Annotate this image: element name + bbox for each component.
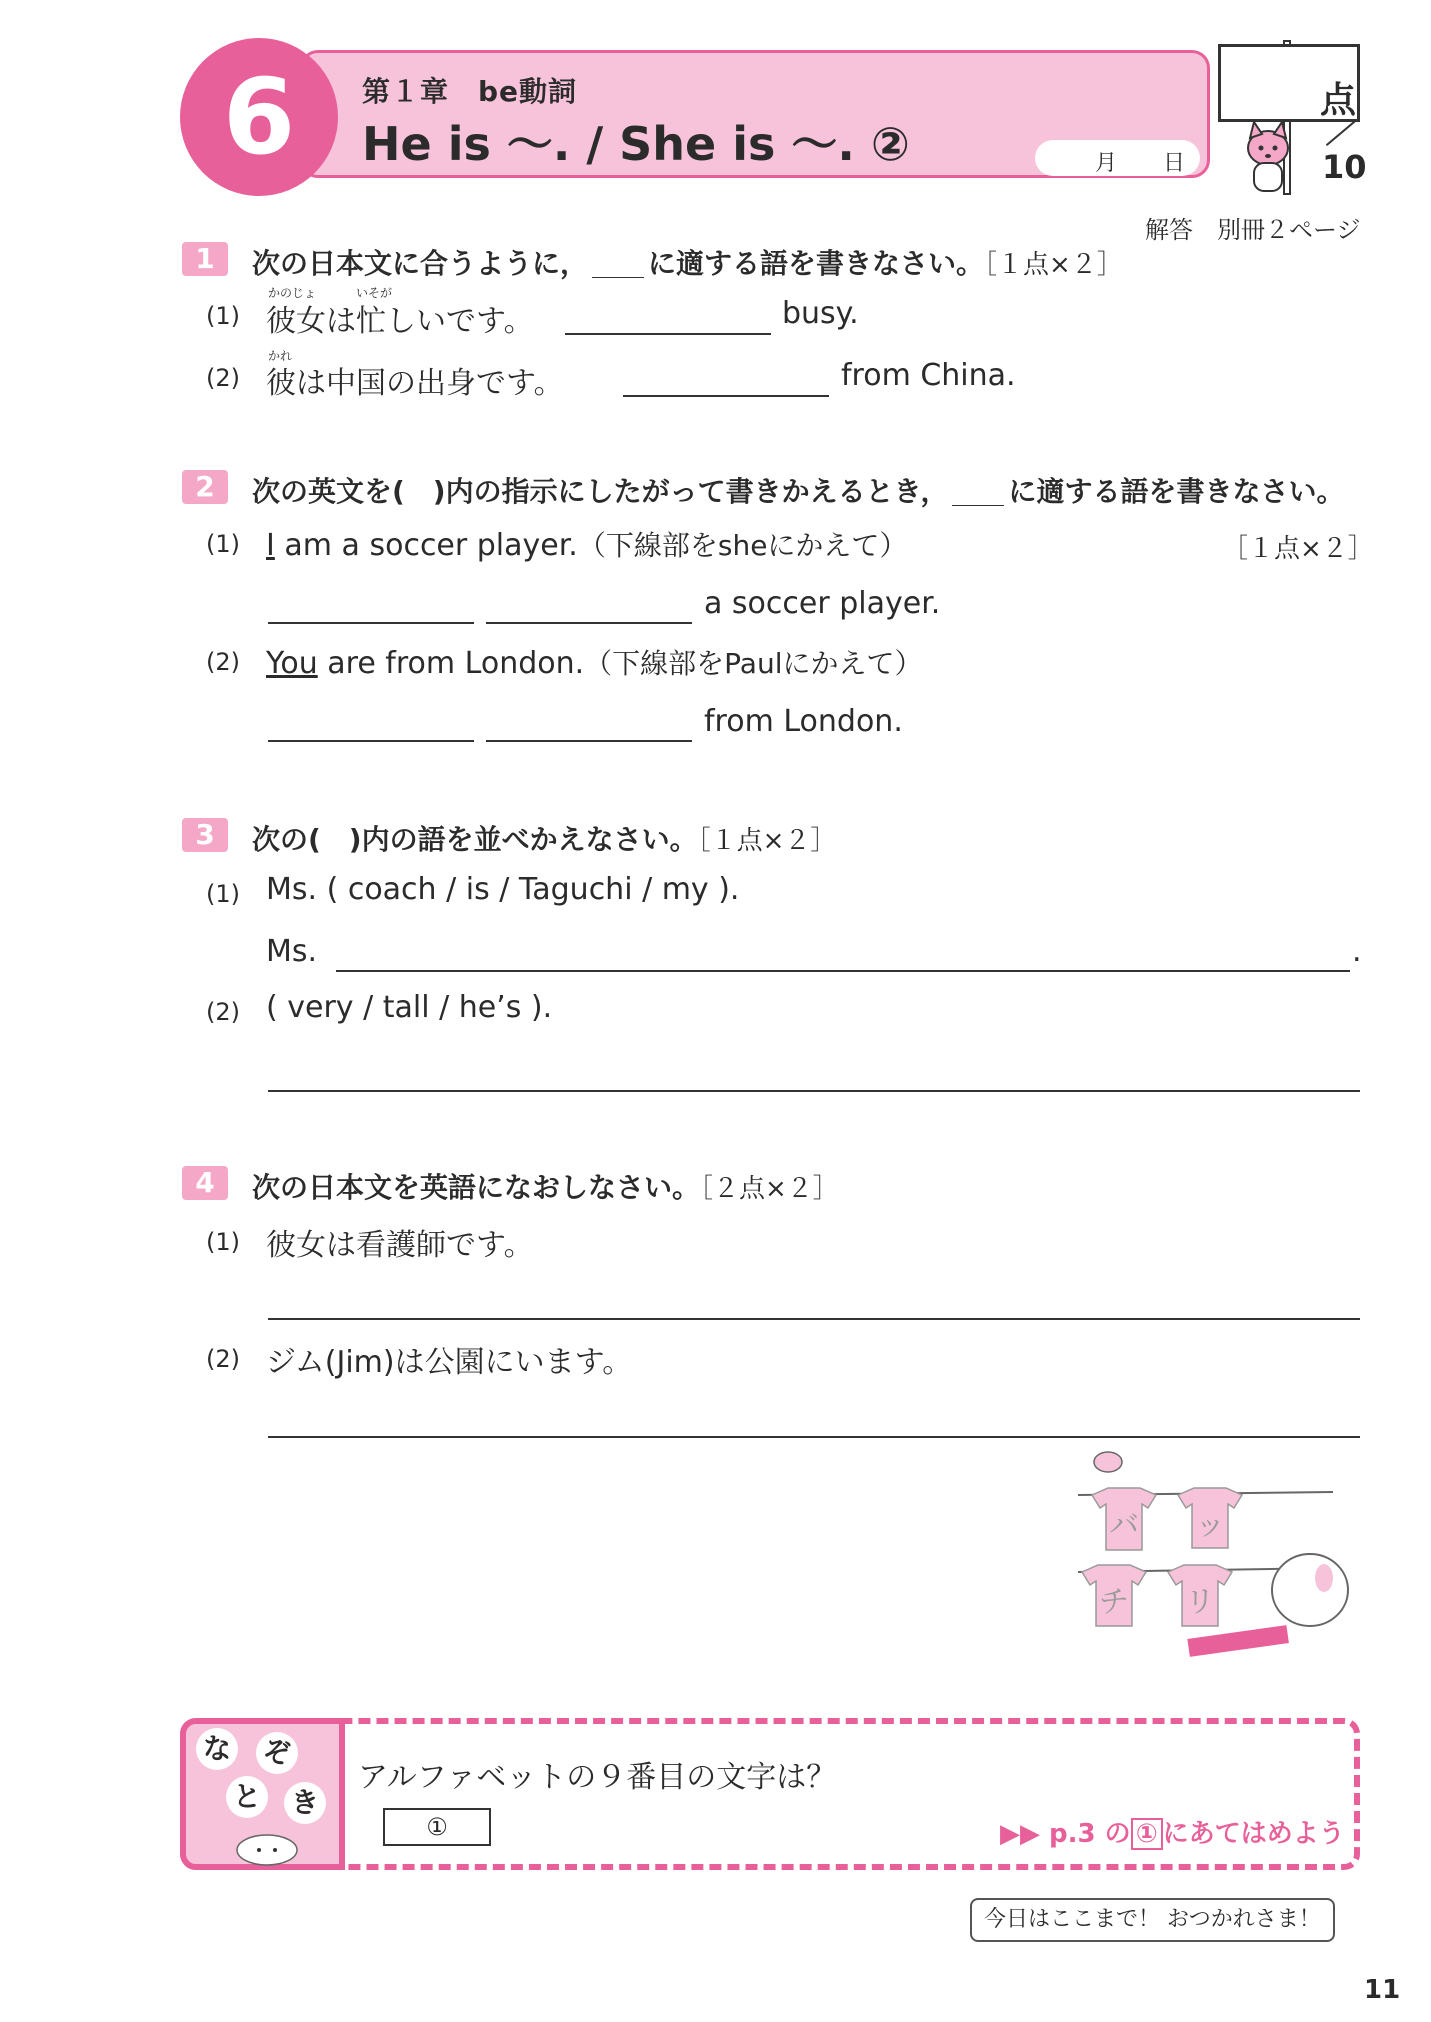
section-number-4: 4 xyxy=(182,1166,228,1200)
ruby-text: かのじょ xyxy=(268,286,317,300)
scrambled-sentence: Ms. ( coach / is / Taguchi / my ). xyxy=(266,872,740,907)
riddle-tab-char: ぞ xyxy=(256,1732,298,1774)
question-number: (2) xyxy=(206,364,240,392)
answer-prefix: Ms. xyxy=(266,934,318,969)
sentence-rest: are from London. xyxy=(317,646,585,681)
page-title: He is ～. / She is ～. ② xyxy=(362,117,910,171)
section-number-2: 2 xyxy=(182,470,228,504)
instruction-note: （下線部をPaulにかえて） xyxy=(584,647,923,680)
japanese-sentence: 彼女は忙しいです。 xyxy=(266,304,534,339)
english-sentence xyxy=(266,642,922,682)
english-sentence xyxy=(266,524,907,564)
shirt-letter: ッ xyxy=(1195,1508,1225,1543)
underlined-word: I xyxy=(266,528,275,563)
japanese-sentence: 彼は中国の出身です。 xyxy=(266,366,564,401)
instruction-text: 次の日本文を英語になおしなさい。 xyxy=(252,1171,701,1204)
chapter-title: 第１章 be動詞 xyxy=(362,75,578,108)
question-number: (2) xyxy=(206,998,240,1026)
sentence-rest: am a soccer player. xyxy=(274,528,578,563)
section-number-1: 1 xyxy=(182,242,228,276)
riddle-question: アルファベットの９番目の文字は？ xyxy=(358,1760,837,1795)
section-1-instruction xyxy=(252,242,1123,282)
instruction-text: に適する語を書きなさい。 xyxy=(1008,475,1345,508)
score-divider xyxy=(1326,120,1356,146)
instruction-text: 次の日本文に合うように， xyxy=(252,247,589,280)
points-label: ［１点×２］ xyxy=(984,250,1123,280)
towel-icon xyxy=(1187,1625,1289,1657)
date-month-label: 月 xyxy=(1095,151,1118,176)
riddle-hint xyxy=(1000,1813,1345,1850)
shirt-letter: バ xyxy=(1109,1508,1139,1543)
lesson-number-badge: 6 xyxy=(180,38,338,196)
hint-prefix: ▶▶ p.3 の xyxy=(1000,1819,1131,1849)
answer-line[interactable] xyxy=(268,1436,1360,1438)
answer-blank[interactable] xyxy=(268,622,474,624)
answer-blank[interactable] xyxy=(565,333,771,335)
hint-box: ① xyxy=(1131,1818,1163,1850)
score-label: 点 xyxy=(1320,80,1357,121)
dog-icon xyxy=(1272,1554,1348,1626)
english-suffix: from London. xyxy=(704,704,903,739)
question-number: (1) xyxy=(206,1228,240,1256)
answer-line[interactable] xyxy=(336,970,1350,972)
blank-sample xyxy=(592,253,644,278)
section-4-instruction xyxy=(252,1166,839,1206)
section-2-instruction xyxy=(252,470,1345,510)
japanese-sentence: 彼女は看護師です。 xyxy=(266,1228,534,1263)
dog-face-icon xyxy=(232,1826,302,1866)
points-label: ［２点×２］ xyxy=(700,1174,839,1204)
question-number: (2) xyxy=(206,648,240,676)
answer-blank[interactable] xyxy=(486,740,692,742)
answer-reference: 解答 別冊２ページ xyxy=(1145,216,1361,244)
answer-line[interactable] xyxy=(268,1318,1360,1320)
end-note: 今日はここまで！ おつかれさま！ xyxy=(970,1898,1335,1942)
points-label: ［１点×２］ xyxy=(1222,534,1374,564)
scrambled-sentence: ( very / tall / he’s ). xyxy=(266,990,553,1025)
instruction-note: （下線部をsheにかえて） xyxy=(577,529,908,562)
question-number: (1) xyxy=(206,302,240,330)
english-suffix: busy. xyxy=(782,296,859,331)
laundry-illustration xyxy=(1078,1440,1368,1670)
instruction-text: に適する語を書きなさい。 xyxy=(648,247,985,280)
hint-suffix: にあてはめよう xyxy=(1162,1819,1345,1849)
points-label: ［１点×２］ xyxy=(697,826,837,856)
riddle-tab-char: と xyxy=(226,1776,268,1818)
date-field[interactable] xyxy=(1035,140,1200,176)
riddle-tab-char: な xyxy=(196,1728,238,1770)
ruby-text: いそが xyxy=(356,286,393,300)
blank-sample xyxy=(952,481,1004,506)
english-suffix: a soccer player. xyxy=(704,586,941,621)
page-number: 11 xyxy=(1364,1975,1401,2005)
answer-blank[interactable] xyxy=(623,395,829,397)
instruction-text: 次の英文を( )内の指示にしたがって書きかえるとき， xyxy=(252,475,949,508)
answer-blank[interactable] xyxy=(268,740,474,742)
instruction-text: 次の( )内の語を並べかえなさい。 xyxy=(252,823,698,856)
answer-suffix: . xyxy=(1352,934,1362,969)
shirt-letter: チ xyxy=(1099,1585,1129,1620)
score-total: 10 xyxy=(1322,148,1367,186)
dog-ear-icon xyxy=(1315,1564,1333,1592)
answer-line[interactable] xyxy=(268,1090,1360,1092)
question-number: (1) xyxy=(206,530,240,558)
english-suffix: from China. xyxy=(841,358,1016,393)
dog-mascot-icon xyxy=(1238,118,1298,198)
section-3-instruction xyxy=(252,818,836,858)
underlined-word: You xyxy=(266,646,318,681)
ruby-text: かれ xyxy=(268,349,293,363)
japanese-sentence: ジム(Jim)は公園にいます。 xyxy=(266,1345,633,1380)
answer-blank[interactable] xyxy=(486,622,692,624)
date-day-label: 日 xyxy=(1163,151,1186,176)
riddle-answer-box[interactable]: ① xyxy=(383,1808,491,1846)
riddle-tab-char: き xyxy=(284,1782,326,1824)
question-number: (2) xyxy=(206,1345,240,1373)
bird-icon xyxy=(1094,1452,1122,1472)
question-number: (1) xyxy=(206,880,240,908)
shirt-letter: リ xyxy=(1185,1585,1215,1620)
section-number-3: 3 xyxy=(182,818,228,852)
